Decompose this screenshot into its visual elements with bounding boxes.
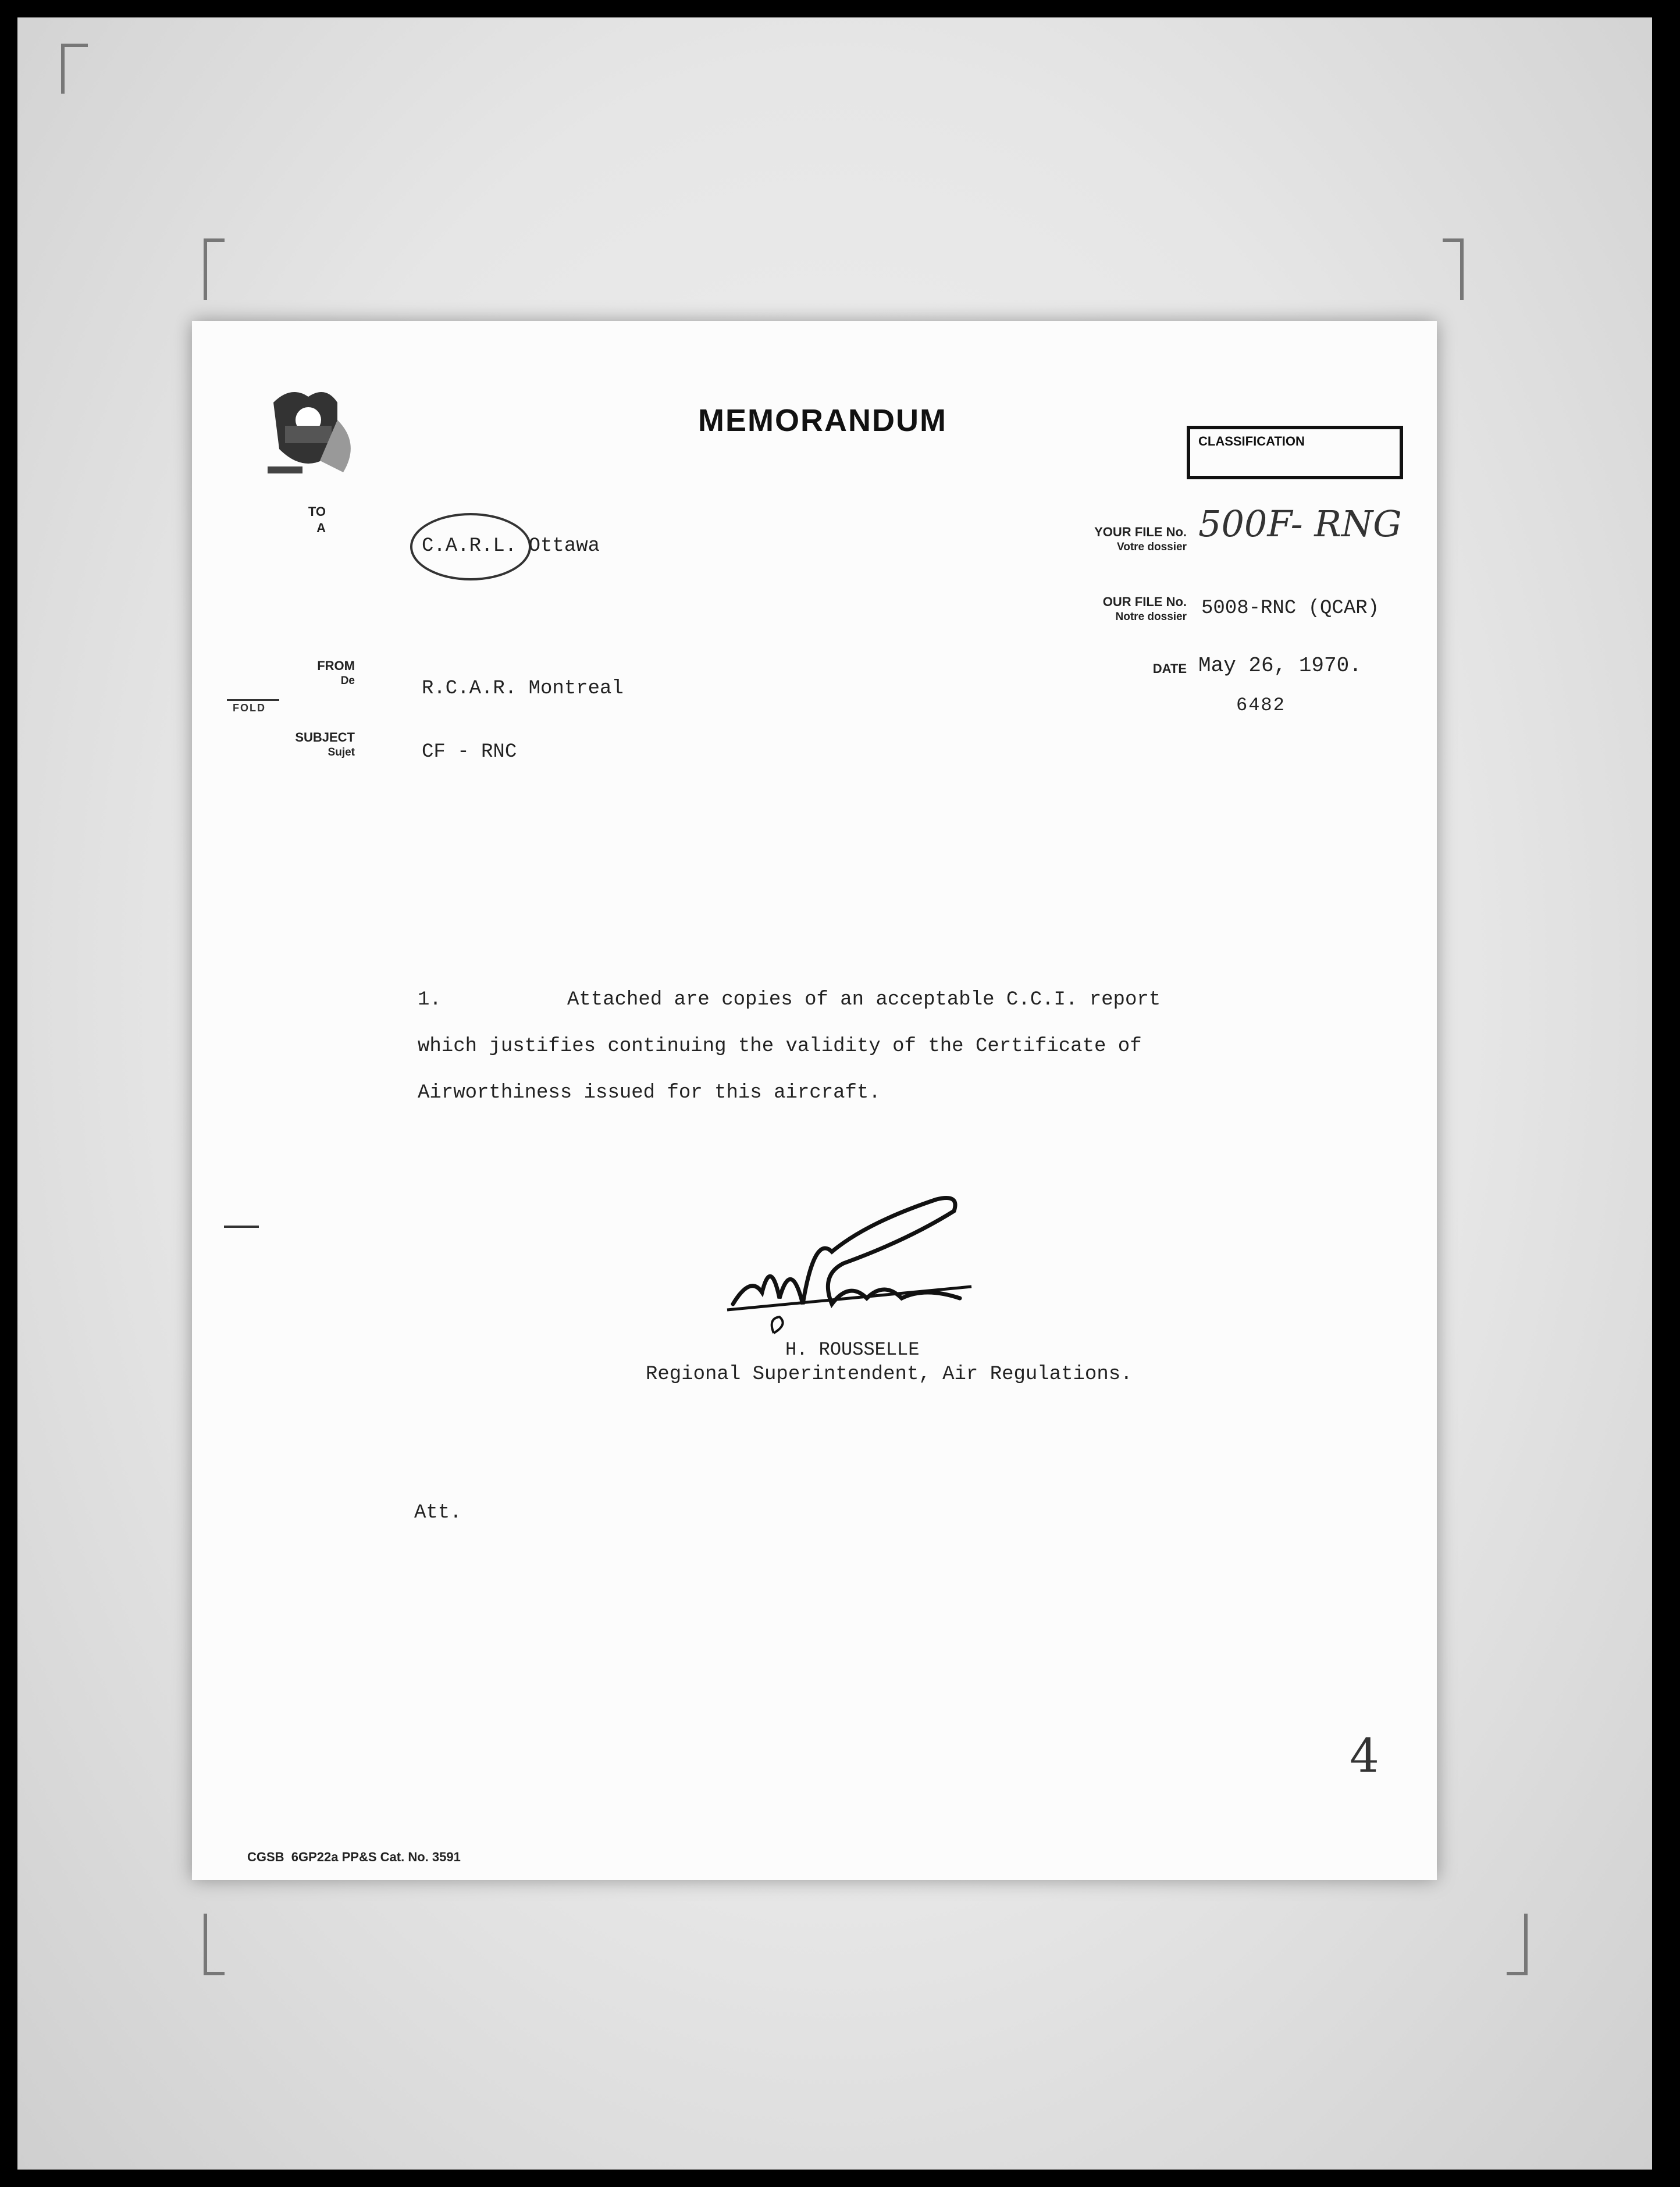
to-value: C.A.R.L. Ottawa xyxy=(422,535,600,557)
your-file-label-fr: Votre dossier xyxy=(1116,541,1187,553)
your-file-value: 500F- RNG xyxy=(1198,503,1402,545)
attachment-note: Att. xyxy=(414,1502,462,1524)
classification-box xyxy=(1187,426,1403,479)
memo-sheet xyxy=(192,321,1437,1880)
microfilm-frame xyxy=(17,17,1652,2170)
crop-mark-outer-top-left xyxy=(61,44,88,94)
crop-mark-bottom-left xyxy=(204,1914,225,1975)
paragraph-number: 1. xyxy=(418,989,442,1011)
page-mark: 4 xyxy=(1350,1729,1379,1783)
subject-label-fr: Sujet xyxy=(328,746,355,758)
form-code: CGSB 6GP22a PP&S Cat. No. 3591 xyxy=(247,1850,461,1864)
stamp-number: 6482 xyxy=(1236,694,1286,716)
coat-of-arms-emblem xyxy=(250,379,366,496)
from-value: R.C.A.R. Montreal xyxy=(422,678,624,700)
signer-title: Regional Superintendent, Air Regulations. xyxy=(646,1363,1133,1385)
handwritten-signature xyxy=(716,1188,1018,1339)
crop-mark-top-right xyxy=(1443,238,1464,300)
date-value: May 26, 1970. xyxy=(1198,654,1362,678)
memo-title: MEMORANDUM xyxy=(698,403,947,438)
body-line-1: Attached are copies of an acceptable C.C.I. report xyxy=(567,989,1161,1011)
body-line-3: Airworthiness issued for this aircraft. xyxy=(418,1082,881,1104)
body-line-2: which justifies continuing the validity of the Certificate of xyxy=(418,1035,1142,1057)
our-file-label: OUR FILE No. xyxy=(1102,594,1187,609)
subject-label: SUBJECT xyxy=(295,730,355,745)
signer-name: H. ROUSSELLE xyxy=(785,1339,920,1360)
your-file-label: YOUR FILE No. xyxy=(1094,525,1187,539)
our-file-label-fr: Notre dossier xyxy=(1115,611,1187,623)
crop-mark-bottom-right xyxy=(1507,1914,1528,1975)
date-label: DATE xyxy=(1152,661,1187,676)
fold-line xyxy=(227,699,279,701)
from-label-fr: De xyxy=(340,675,355,687)
margin-tick xyxy=(224,1226,259,1228)
crop-mark-top-left xyxy=(204,238,225,300)
classification-label: CLASSIFICATION xyxy=(1198,434,1305,448)
fold-label: FOLD xyxy=(233,702,266,714)
to-label-fr: A xyxy=(316,521,326,535)
from-label: FROM xyxy=(317,658,355,673)
subject-value: CF - RNC xyxy=(422,741,517,763)
to-label: TO xyxy=(308,504,326,519)
our-file-value: 5008-RNC (QCAR) xyxy=(1201,597,1380,619)
